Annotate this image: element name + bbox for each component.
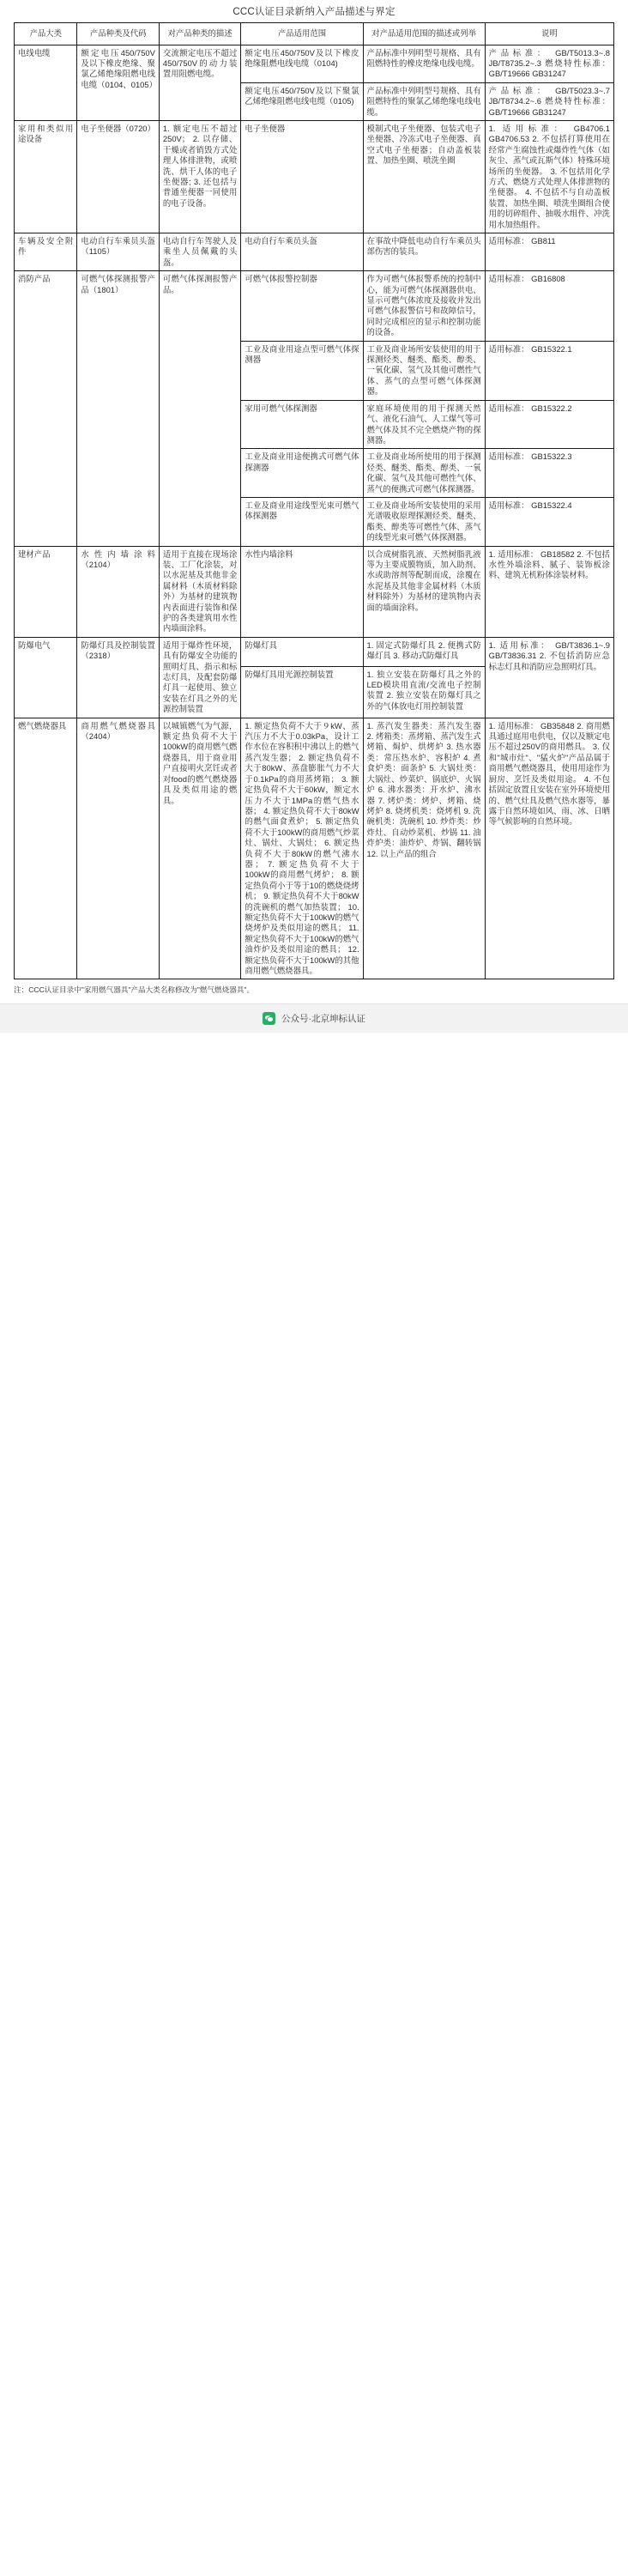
column-header-note: 说明 [485,23,613,45]
document-page [0,0,628,1033]
footer-account-label: 公众号·北京坤标认证 [281,1014,365,1025]
cell-note: 1. 适用标准： GB18582 2. 不包括水性外墙涂料、腻子、装饰板涂料、建筑无机粉体涂装材料。 [485,546,613,637]
table-header [15,23,614,45]
cell-product-kind-code: 水性内墙涂料（2104） [77,546,160,637]
cell-kind-description: 交流额定电压不超过450/750V的动力装置用阻燃电缆。 [159,45,241,120]
cell-kind-description: 适用于直接在现场涂装、工厂化涂装，对以水泥基及其他非金属材料（木质材料除外）为基材的建筑物内表面进行装饰和保护的各类建筑用水性内墙面涂料。 [159,546,241,637]
cell-product-kind-code: 电动自行车乘员头盔（1105） [77,233,160,271]
cell-product-category: 防爆电气 [15,637,77,718]
cell-scope-description: 以合成树脂乳液、天然树脂乳液等为主要成膜物质，加入助剂、水或助溶剂等配制而成，涂覆在水泥基及其他非金属材料（木质材料除外）为基材的建筑物内表面的墙面涂料。 [363,546,485,637]
table-row [15,120,614,233]
cell-kind-description: 适用于爆炸性环境，具有防爆安全功能的照明灯具、指示和标志灯具，及配套防爆灯具一起使用、独立安装在灯具之外的光源控制装置 [159,637,241,718]
cell-scope-description: 工业及商业场所安装使用的用于探测烃类、醚类、酯类、醇类、一氧化碳、氢气及其他可燃性气体、蒸气的点型可燃气体探测器。 [363,341,485,400]
cell-scope-description: 家庭环境使用的用于探测天然气、液化石油气、人工煤气等可燃气体及其不完全燃烧产物的探测器。 [363,400,485,449]
cell-note: 1. 适用标准： GB4706.1 GB4706.53 2. 不包括打算使用在经常产生腐蚀性或爆炸性气体（如灰尘、蒸气或瓦斯气体）特殊环境场所的坐便器。 3. 不包括用化学方式、燃烧方式处理人体排泄物的坐便器。 4. 不包括不与自动盖板装置、加热坐圈、喷洗坐圈组合使用的切碎组件、抽吸水组件、冲洗用水加热组件。 [485,120,613,233]
cell-kind-description: 1. 额定电压不超过250V； 2. 以存储、干燥或者销毁方式处理人体排泄物，或喷洗、烘干人体的电子坐便器; 3. 还包括与普通坐便器一同使用的电子设备。 [159,120,241,233]
table-row [15,233,614,271]
cell-applicable-scope: 工业及商业用途点型可燃气体探测器 [241,341,363,400]
cell-note: 适用标准： GB15322.4 [485,497,613,546]
document-title: CCC认证目录新纳入产品描述与界定 [232,7,396,17]
cell-applicable-scope: 防爆灯具用光源控制装置 [241,666,363,718]
cell-product-kind-code: 防爆灯具及控制装置（2318） [77,637,160,718]
cell-applicable-scope: 工业及商业用途便携式可燃气体探测器 [241,449,363,498]
cell-product-category: 建材产品 [15,546,77,637]
cell-product-kind-code: 商用燃气燃烧器具（2404） [77,718,160,979]
cell-note: 产品标准： GB/T5023.3~.7 JB/T8734.2~.6 燃烧特性标准： GB/T19666 GB31247 [485,82,613,120]
footer-bar [0,1003,628,1033]
cell-note: 适用标准： GB15322.3 [485,449,613,498]
cell-product-category: 车辆及安全附件 [15,233,77,271]
cell-applicable-scope: 额定电压450/750V及以下橡皮绝缘阻燃电线电缆（0104) [241,45,363,82]
cell-scope-description: 工业及商业场所安装使用的采用光谱吸收原理探测烃类、醚类、酯类、醇类等可燃性气体、蒸气的线型光束可燃气体探测器。 [363,497,485,546]
table-header-row [15,23,614,45]
table-row [15,271,614,341]
cell-applicable-scope: 电子坐便器 [241,120,363,233]
column-header-category: 产品大类 [15,23,77,45]
ccc-catalog-table [14,22,614,979]
cell-scope-description: 在事故中降低电动自行车乘员头部伤害的装具。 [363,233,485,271]
cell-product-category: 消防产品 [15,271,77,546]
cell-kind-description: 电动自行车驾驶人及乘坐人员佩戴的头盔。 [159,233,241,271]
cell-scope-description: 产品标准中列明型号规格、具有阻燃特性的聚氯乙烯绝缘电线电缆。 [363,82,485,120]
cell-note: 1. 适用标准： GB/T3836.1~.9 GB/T3836.31 2. 不包括消防应急标志灯具和消防应急照明灯具。 [485,637,613,718]
cell-note: 适用标准： GB15322.1 [485,341,613,400]
cell-note: 1. 适用标准： GB35848 2. 商用燃具通过庭用电供电，仅以及额定电压不超过250V的商用燃具。 3. 仅和"城市灶"、"猛火炉"产品品属于商用燃气燃烧器具，使用用途作为厨房、烹饪及类似用途。 4. 不包括固定放置且安装在室外环境使用的、燃气灶具及燃气热水器等，暴露于自然环境如风、雨、冰、日晒等气候影响的自然环境。 [485,718,613,979]
cell-applicable-scope: 1. 额定热负荷不大于９kW、蒸汽压力不大于0.03kPa，设计工作水位在容积积中沸以上的燃气蒸汽发生器； 2. 额定热负荷不大于80kW、蒸盘膨胀气力不大于0.1kPa的商用蒸烤箱； 3. 额定热负荷不大于60kW，额定水压力不大于1MPa的燃气热水器； 4. 额定热负荷不大于80kW的燃气面食煮炉； 5. 额定热负荷不大于100kW的商用燃气炒菜灶、锅灶、大锅灶； 6. 额定热负荷不大于80kW的燃气沸水器； 7. 额定热负荷不大于100kW的商用燃气烤炉； 8. 额定热负荷小于等于10的燃烧烧烤机； 9. 额定热负荷不大于80kW的洗碗机的燃气加热装置； 10. 额定热负荷不大于100kW的燃气烧烤炉及类似用途的燃具； 11. 额定热负荷不大于100kW的燃气油炸炉及类似用途的燃具； 12. 额定热负荷不大于100kW的其他商用燃气燃烧器具。 [241,718,363,979]
cell-applicable-scope: 家用可燃气体探测器 [241,400,363,449]
cell-applicable-scope: 电动自行车乘员头盔 [241,233,363,271]
column-header-kind-desc: 对产品种类的描述 [159,23,241,45]
cell-product-kind-code: 可燃气体探测报警产品（1801） [77,271,160,546]
cell-scope-description: 产品标准中列明型号规格、具有阻燃特性的橡皮绝缘电线电缆。 [363,45,485,82]
cell-scope-description: 作为可燃气体报警系统的控制中心，能为可燃气体探测器供电、显示可燃气体浓度及接收并发出可燃气体报警信号和故障信号，同时完成相应的显示和控制功能的设备。 [363,271,485,341]
column-header-kind-code: 产品种类及代码 [77,23,160,45]
table-row [15,637,614,666]
cell-scope-description: 工业及商业场所使用的用于探测烃类、醚类、酯类、醇类、一氧化碳、氢气及其他可燃性气体、蒸气的便携式可燃气体探测器。 [363,449,485,498]
cell-note: 适用标准： GB811 [485,233,613,271]
cell-note: 适用标准： GB16808 [485,271,613,341]
table-row [15,546,614,637]
cell-note: 产品标准： GB/T5013.3~.8 JB/T8735.2~.3 燃烧特性标准： GB/T19666 GB31247 [485,45,613,82]
cell-scope-description: 模制式电子坐便器、包装式电子坐便器、冷冻式电子坐便器、真空式电子坐便器；自动盖板装置、加热坐圈、喷洗坐圈 [363,120,485,233]
cell-applicable-scope: 可燃气体报警控制器 [241,271,363,341]
table-row [15,718,614,979]
cell-product-category: 家用和类似用途设备 [15,120,77,233]
table-body [15,45,614,979]
cell-note: 适用标准： GB15322.2 [485,400,613,449]
cell-product-category: 电线电缆 [15,45,77,120]
cell-scope-description: 1. 独立安装在防爆灯具之外的LED模块用直流/交流电子控制装置 2. 独立安装在防爆灯具之外的气体放电灯用控制装置 [363,666,485,718]
cell-product-category: 燃气燃烧器具 [15,718,77,979]
cell-product-kind-code: 电子坐便器（0720） [77,120,160,233]
cell-applicable-scope: 额定电压450/750V及以下聚氯乙烯绝缘阻燃电线电缆（0105) [241,82,363,120]
cell-kind-description: 可燃气体探测报警产品。 [159,271,241,546]
cell-applicable-scope: 防爆灯具 [241,637,363,666]
column-header-scope-desc: 对产品适用范围的描述或列举 [363,23,485,45]
cell-applicable-scope: 水性内墙涂料 [241,546,363,637]
column-header-scope: 产品适用范围 [241,23,363,45]
table-row [15,45,614,82]
table-footnote: 注：CCC认证目录中"家用燃气器具"产品大类名称修改为"燃气燃烧器具"。 [14,985,255,995]
cell-kind-description: 以城镇燃气为气源，额定热负荷不大于100kW的商用燃气燃烧器具，用于商业用户直接明火烹饪或者对food的燃气燃烧器具及类似用途的燃具。 [159,718,241,979]
cell-product-kind-code: 额定电压450/750V及以下橡皮绝缘、聚氯乙烯绝缘阻燃电线电缆（0104、0105） [77,45,160,120]
cell-applicable-scope: 工业及商业用途线型光束可燃气体探测器 [241,497,363,546]
cell-scope-description: 1. 蒸汽发生器类：蒸汽发生器 2. 烤箱类：蒸烤箱、蒸汽发生式烤箱、焗炉、烘烤炉 3. 热水器类：常压热水炉、容积炉 4. 煮食炉类：面条炉 5. 大锅灶类：大锅灶、炒菜炉、锅底炉、火锅炉 6. 沸水器类：开水炉、沸水器 7. 烤炉类：烤炉、烤箱、烧烤炉 8. 烧烤机类：烧烤机 9. 洗碗机类：洗碗机 10. 炒炸类：炒炸灶、自动炒菜机、炒锅 11. 油炸炉类：油炸炉、炸锅、翻转锅 12. 以上产品的组合 [363,718,485,979]
wechat-icon [263,1012,275,1025]
cell-scope-description: 1. 固定式防爆灯具 2. 便携式防爆灯具 3. 移动式防爆灯具 [363,637,485,666]
